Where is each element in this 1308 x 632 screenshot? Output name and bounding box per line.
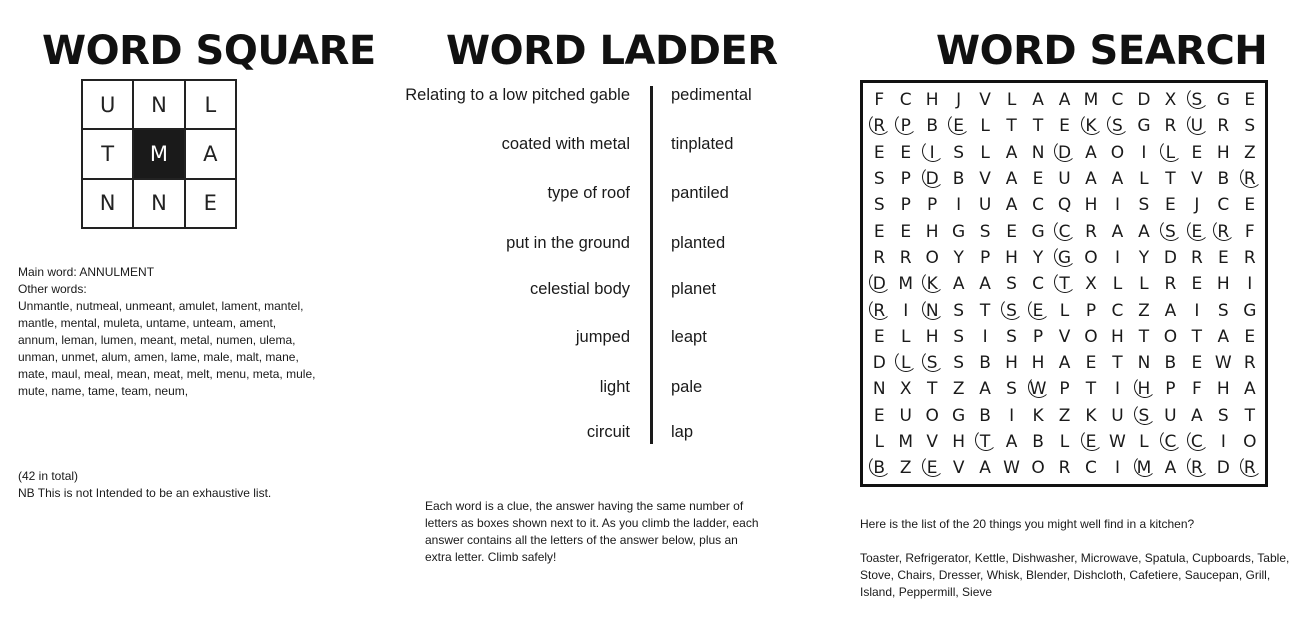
word-search-letter[interactable]: P <box>900 169 911 190</box>
word-search-letter[interactable]: X <box>1085 274 1097 295</box>
word-square-center-cell: M <box>133 129 184 178</box>
word-search-letter[interactable]: H <box>1084 195 1098 216</box>
word-search-letter[interactable]: E <box>1025 301 1051 321</box>
word-search-letter[interactable]: A <box>1085 142 1097 163</box>
word-search-letter[interactable]: E <box>873 326 885 347</box>
word-search-letter[interactable]: A <box>1032 90 1044 111</box>
word-search-letter[interactable]: F <box>874 90 885 111</box>
word-search-letter[interactable]: G <box>952 221 966 242</box>
ladder-instructions: Each word is a clue, the answer having the same number of letters as boxes shown next to it. As you climb the ladder, each answer contains all the letters of the answer below, plus an extra letter. Climb safely! <box>425 499 759 564</box>
word-search-letter[interactable]: L <box>1112 274 1123 295</box>
word-search-letter[interactable]: T <box>1051 274 1077 294</box>
word-search-letter[interactable]: X <box>899 379 912 400</box>
word-search-letter[interactable]: O <box>1110 142 1125 163</box>
word-search-letter[interactable]: J <box>1194 195 1200 216</box>
word-search-letter[interactable]: A <box>979 274 991 295</box>
word-search-letter[interactable]: G <box>1051 248 1077 268</box>
word-search-letter[interactable]: S <box>1217 300 1229 321</box>
word-search-letter[interactable]: E <box>873 142 885 163</box>
word-search-letter[interactable]: A <box>952 274 965 295</box>
word-search-letter[interactable]: P <box>892 116 918 136</box>
word-search-letter[interactable]: C <box>1217 195 1230 216</box>
word-search-row <box>866 376 1263 402</box>
word-search-letter[interactable]: E <box>900 142 912 163</box>
word-search-letter[interactable]: I <box>1220 432 1226 452</box>
word-search-letter[interactable]: L <box>980 142 990 163</box>
word-search-letter[interactable]: S <box>953 353 965 374</box>
word-search-letter[interactable]: S <box>953 326 965 347</box>
word-search-letter[interactable]: H <box>925 90 939 111</box>
word-square-cell: L <box>185 80 236 129</box>
word-search-letter[interactable]: L <box>980 116 990 137</box>
word-search-letter[interactable]: H <box>925 326 939 347</box>
word-search-letter[interactable]: E <box>1165 195 1176 216</box>
word-search-letter[interactable]: H <box>1216 142 1230 163</box>
word-search-letter[interactable]: O <box>1243 432 1257 452</box>
word-search-letter[interactable]: E <box>1078 432 1104 452</box>
word-search-row <box>866 324 1263 350</box>
word-search-letter[interactable]: S <box>1184 90 1210 110</box>
word-search-letter[interactable]: B <box>979 405 991 426</box>
word-search-row <box>866 166 1263 192</box>
word-search-letter[interactable]: I <box>1009 405 1015 426</box>
word-search-letter[interactable]: S <box>1138 195 1150 216</box>
word-search-letter[interactable]: Z <box>1138 300 1150 321</box>
word-search-letter[interactable]: R <box>873 247 886 268</box>
word-search-letter[interactable]: H <box>1031 353 1045 374</box>
word-search-letter[interactable]: O <box>1084 247 1098 268</box>
word-search-letter[interactable]: U <box>1058 169 1071 190</box>
word-search-letter[interactable]: B <box>1217 169 1230 190</box>
word-search-letter[interactable]: J <box>956 90 962 111</box>
word-search-letter[interactable]: P <box>927 195 938 216</box>
word-search-letter[interactable]: N <box>872 379 886 400</box>
word-search-letter[interactable]: Y <box>1138 247 1150 268</box>
word-search-letter[interactable]: S <box>873 195 885 216</box>
word-search-letter[interactable]: I <box>956 195 962 216</box>
word-square-answers <box>18 264 318 400</box>
word-search-row <box>866 192 1263 218</box>
word-search-letter[interactable]: M <box>898 432 914 452</box>
ladder-divider <box>650 86 653 444</box>
word-search-row <box>866 297 1263 323</box>
ladder-answer: pantiled <box>671 184 729 202</box>
word-search-row <box>866 218 1263 244</box>
word-square-cell: N <box>133 80 184 129</box>
ladder-answer: planet <box>671 280 716 298</box>
word-search-letter[interactable]: L <box>900 326 911 347</box>
ladder-clue: coated with metal <box>501 135 630 153</box>
word-search-letter[interactable]: D <box>1216 458 1230 479</box>
other-words-label: Other words: <box>18 282 87 296</box>
word-search-letter[interactable]: V <box>979 90 991 111</box>
word-search-letter[interactable]: H <box>925 221 939 242</box>
word-search-letter[interactable]: A <box>1005 169 1018 190</box>
word-search-letter[interactable]: A <box>979 379 991 400</box>
ladder-answer: planted <box>671 234 726 252</box>
word-search-letter[interactable]: R <box>1164 274 1177 295</box>
word-search-letter[interactable]: V <box>1058 326 1071 347</box>
word-search-letter[interactable]: R <box>1243 247 1256 268</box>
word-search-letter[interactable]: S <box>1244 116 1256 137</box>
word-search-letter[interactable]: C <box>1111 90 1124 111</box>
word-search-letter[interactable]: B <box>979 353 991 374</box>
word-search-letter[interactable]: T <box>1032 116 1044 137</box>
word-search-letter[interactable]: E <box>1085 353 1097 374</box>
word-search-letter[interactable]: E <box>873 405 885 426</box>
word-search-letter[interactable]: M <box>1083 90 1099 111</box>
word-search-letter[interactable]: A <box>1111 169 1124 190</box>
ladder-answer: lap <box>671 423 694 441</box>
word-search-letter[interactable]: C <box>1051 222 1077 242</box>
word-search-letter[interactable]: U <box>1164 405 1177 426</box>
word-search-letter[interactable]: B <box>866 458 892 478</box>
word-search-letter[interactable]: N <box>1137 353 1151 374</box>
word-search-letter[interactable]: I <box>1114 458 1120 479</box>
word-search-letter[interactable]: I <box>1247 274 1253 295</box>
word-square-title: WORD SQUARE <box>42 28 376 74</box>
word-search-letter[interactable]: H <box>1216 379 1230 400</box>
word-search-letter[interactable]: A <box>1085 169 1097 190</box>
ladder-clue: type of roof <box>547 184 630 202</box>
word-search-row <box>866 140 1263 166</box>
word-search-letter[interactable]: W <box>1025 379 1051 399</box>
total-count: (42 in total) <box>18 469 79 483</box>
word-search-letter[interactable]: M <box>1131 458 1157 478</box>
ladder-answer: tinplated <box>671 135 734 153</box>
word-search-letter[interactable]: S <box>1217 405 1229 426</box>
word-search-letter[interactable]: S <box>1006 379 1017 400</box>
word-search-letter[interactable]: D <box>1163 247 1177 268</box>
word-search-letter[interactable]: I <box>982 326 988 347</box>
word-search-letter[interactable]: R <box>866 301 892 321</box>
word-search-letter[interactable]: S <box>1006 326 1017 347</box>
word-search-row <box>866 403 1263 429</box>
word-search-row <box>866 429 1263 455</box>
word-search-letter[interactable]: Z <box>1058 405 1071 426</box>
main-word: Main word: ANNULMENT <box>18 265 155 279</box>
word-search-letter[interactable]: O <box>925 247 939 268</box>
word-search-letter[interactable]: Z <box>952 379 965 400</box>
word-search-letter[interactable]: T <box>926 379 938 400</box>
word-search-letter[interactable]: V <box>1191 169 1203 190</box>
word-search-letter[interactable]: E <box>919 458 945 478</box>
word-search-letter[interactable]: E <box>1006 221 1017 242</box>
word-search-letter[interactable]: G <box>1216 90 1230 111</box>
word-search-letter[interactable]: O <box>1084 326 1098 347</box>
word-search-letter[interactable]: F <box>1191 379 1202 400</box>
word-search-letter[interactable]: R <box>1184 458 1210 478</box>
word-search-letter[interactable]: K <box>1078 116 1104 136</box>
word-search-letter[interactable]: G <box>1137 116 1151 137</box>
word-search-letter[interactable]: A <box>1058 90 1071 111</box>
ladder-answer: pale <box>671 378 703 396</box>
word-search-letter[interactable]: N <box>919 301 945 321</box>
word-search-letter[interactable]: N <box>1031 142 1045 163</box>
word-square-grid <box>81 79 237 229</box>
word-search-row <box>866 113 1263 139</box>
word-search-letter[interactable]: R <box>866 116 892 136</box>
word-search-letter[interactable]: S <box>979 221 991 242</box>
word-search-letter[interactable]: U <box>1111 405 1124 426</box>
ladder-answer: leapt <box>671 328 707 346</box>
word-search-letter[interactable]: S <box>873 169 885 190</box>
word-search-letter[interactable]: E <box>945 116 971 136</box>
word-square-cell: N <box>82 179 133 228</box>
word-search-letter[interactable]: E <box>900 221 912 242</box>
word-search-letter[interactable]: V <box>952 458 965 479</box>
word-search-letter[interactable]: T <box>1112 353 1123 374</box>
word-search-letter[interactable]: M <box>898 274 914 295</box>
word-search-letter[interactable]: A <box>1191 405 1203 426</box>
word-search-letter[interactable]: A <box>1005 195 1018 216</box>
word-search-letter[interactable]: K <box>919 274 945 294</box>
exhaustive-note: NB This is not Intended to be an exhaustive list. <box>18 486 272 500</box>
word-search-letter[interactable]: S <box>1131 406 1157 426</box>
word-search-row <box>866 350 1263 376</box>
word-search-letter[interactable]: H <box>1216 274 1230 295</box>
word-search-row <box>866 455 1263 481</box>
word-search-letter[interactable]: A <box>1164 458 1177 479</box>
word-search-letter[interactable]: C <box>1085 458 1097 479</box>
word-search-letter[interactable]: T <box>1085 379 1097 400</box>
word-search-letter[interactable]: G <box>1031 221 1045 242</box>
word-search-letter[interactable]: X <box>1164 90 1177 111</box>
word-search-letter[interactable]: T <box>979 300 991 321</box>
word-search-letter[interactable]: A <box>1217 326 1230 347</box>
word-search-letter[interactable]: S <box>998 301 1024 321</box>
word-search-letter[interactable]: T <box>972 432 998 452</box>
word-search-letter[interactable]: I <box>1114 195 1120 216</box>
word-search-letter[interactable]: T <box>1165 169 1176 190</box>
word-search-letter[interactable]: C <box>1184 432 1210 452</box>
word-search-letter[interactable]: Z <box>1243 142 1256 163</box>
word-search-title: WORD SEARCH <box>936 28 1268 74</box>
word-search-row <box>866 271 1263 297</box>
word-search-letter[interactable]: R <box>1237 169 1263 189</box>
word-square-cell: A <box>185 129 236 178</box>
word-search-letter[interactable]: H <box>1111 326 1124 347</box>
word-search-letter[interactable]: Q <box>1057 195 1072 216</box>
word-search-letter[interactable]: P <box>979 247 991 268</box>
word-search-letter[interactable]: K <box>1085 405 1097 426</box>
word-search-letter[interactable]: L <box>1139 274 1149 295</box>
word-search-letter[interactable]: E <box>1191 274 1203 295</box>
word-search-letter[interactable]: W <box>1214 353 1232 374</box>
word-search-letter[interactable]: U <box>1184 116 1210 136</box>
word-search-letter[interactable]: C <box>899 90 912 111</box>
word-search-letter[interactable]: E <box>1244 326 1256 347</box>
word-search-letter[interactable]: P <box>1032 326 1044 347</box>
word-search-letter[interactable]: R <box>899 247 912 268</box>
word-search-letter[interactable]: A <box>979 458 991 479</box>
word-search-letter[interactable]: S <box>1104 116 1130 136</box>
word-search-letter[interactable]: H <box>1005 353 1018 374</box>
word-search-letter[interactable]: A <box>1164 300 1177 321</box>
word-search-letter[interactable]: D <box>919 169 945 189</box>
word-search-letter[interactable]: F <box>1244 221 1255 242</box>
ladder-clue: light <box>599 378 630 396</box>
word-search-row <box>866 245 1263 271</box>
word-search-letter[interactable]: I <box>1114 379 1120 400</box>
word-search-letter[interactable]: E <box>1244 90 1256 111</box>
ladder-clue: Relating to a low pitched gable <box>405 86 630 104</box>
word-search-letter[interactable]: E <box>1191 353 1203 374</box>
ladder-clue: jumped <box>575 328 630 346</box>
word-search-letter[interactable]: B <box>952 169 965 190</box>
word-search-letter[interactable]: H <box>1005 247 1018 268</box>
word-search-letter[interactable]: I <box>903 300 909 321</box>
word-search-letter[interactable]: P <box>1085 300 1097 321</box>
word-search-letter[interactable]: L <box>1157 143 1183 163</box>
ladder-clue: celestial body <box>530 280 630 298</box>
word-search-letter[interactable]: U <box>978 195 992 216</box>
word-search-letter[interactable]: L <box>1139 169 1149 190</box>
word-search-letter[interactable]: L <box>1059 432 1070 452</box>
word-search-letter[interactable]: C <box>1032 274 1044 295</box>
word-search-letter[interactable]: Y <box>1032 247 1044 268</box>
word-search-letter[interactable]: E <box>1244 195 1256 216</box>
word-search-letter[interactable]: R <box>1190 247 1203 268</box>
word-search-letter[interactable]: V <box>979 169 991 190</box>
word-search-letter[interactable]: C <box>1111 300 1124 321</box>
word-search-letter[interactable]: L <box>874 432 884 452</box>
word-square-footnote <box>18 468 338 502</box>
word-search-letter[interactable]: W <box>1109 432 1126 452</box>
word-search-letter[interactable]: R <box>1058 458 1071 479</box>
word-search-letter[interactable]: A <box>1005 432 1018 452</box>
word-square-cell: E <box>185 179 236 228</box>
word-search-letter[interactable]: T <box>1191 326 1203 347</box>
word-search-letter[interactable]: S <box>1157 222 1183 242</box>
word-search-letter[interactable]: R <box>1164 116 1177 137</box>
word-square-cell: U <box>82 80 133 129</box>
word-square-cell: N <box>133 179 184 228</box>
ladder-answer: pedimental <box>671 86 752 104</box>
word-search-letter[interactable]: E <box>1184 222 1210 242</box>
word-search-word-list: Toaster, Refrigerator, Kettle, Dishwasher, Microwave, Spatula, Cupboards, Table, Stove, Chairs, Dresser, Whisk, Blender, Dishcloth, Cafetiere, Saucepan, Grill, Island, Peppermill, Sieve <box>860 551 1290 599</box>
word-search-letter[interactable]: E <box>1059 116 1070 137</box>
word-search-letter[interactable]: G <box>1243 300 1257 321</box>
word-search-letter[interactable]: I <box>919 143 945 163</box>
word-search-letter[interactable]: R <box>1237 458 1263 478</box>
word-search-letter[interactable]: R <box>1217 116 1230 137</box>
word-search-letter[interactable]: D <box>866 274 892 294</box>
word-search-letter[interactable]: L <box>892 353 918 373</box>
word-search-letter[interactable]: L <box>1006 90 1017 111</box>
word-search-letter[interactable]: A <box>1005 142 1018 163</box>
word-search-letter[interactable]: Y <box>953 247 964 268</box>
word-search-letter[interactable]: V <box>926 432 938 452</box>
word-search-letter[interactable]: O <box>1031 458 1045 479</box>
word-search-letter[interactable]: O <box>1163 326 1178 347</box>
word-search-letter[interactable]: U <box>899 405 912 426</box>
ladder-clue: circuit <box>586 423 630 441</box>
word-search-letter[interactable]: T <box>1006 116 1017 137</box>
word-search-letter[interactable]: O <box>925 405 939 426</box>
word-search-letter[interactable]: E <box>873 221 885 242</box>
word-search-letter[interactable]: S <box>1006 274 1017 295</box>
word-search-letter[interactable]: B <box>1032 432 1044 452</box>
word-search-letter[interactable]: B <box>926 116 938 137</box>
word-search-letter[interactable]: G <box>952 405 966 426</box>
word-search-letter[interactable]: C <box>1032 195 1044 216</box>
word-search-letter[interactable]: T <box>1138 326 1150 347</box>
word-search-letter[interactable]: D <box>1137 90 1151 111</box>
word-search-letter[interactable]: A <box>1138 221 1150 242</box>
word-search-letter[interactable]: D <box>1051 143 1077 163</box>
word-search-letter[interactable]: P <box>1059 379 1070 400</box>
word-search-letter[interactable]: S <box>953 142 965 163</box>
word-search-intro: Here is the list of the 20 things you might well find in a kitchen? <box>860 517 1195 531</box>
word-search-letter[interactable]: P <box>1165 379 1176 400</box>
word-search-letter[interactable]: W <box>1003 458 1020 479</box>
word-search-grid <box>860 80 1268 487</box>
word-search-row <box>866 87 1263 113</box>
word-search-letter[interactable]: I <box>1141 142 1147 163</box>
ladder-clue: put in the ground <box>506 234 630 252</box>
word-square-cell: T <box>82 129 133 178</box>
other-words-list: Unmantle, nutmeal, unmeant, amulet, lament, mantel, mantle, mental, muleta, untame, unteam, ament, annum, leman, lumen, meant, metal, numen, ulema, unman, unmet, alum, amen, lame, male, malt, mane, mate, maul, meal, mean, meat, melt, menu, meta, mule, mute, name, tame, team, neum, <box>18 299 316 398</box>
word-ladder-title: WORD LADDER <box>446 28 778 74</box>
word-search-letter[interactable]: T <box>1244 405 1255 426</box>
word-search-letter[interactable]: H <box>1131 379 1157 399</box>
word-search-letter[interactable]: E <box>1217 247 1229 268</box>
word-search-letter[interactable]: L <box>1059 300 1070 321</box>
word-search-letter[interactable]: R <box>1085 221 1097 242</box>
word-search-letter[interactable]: S <box>919 353 945 373</box>
word-search-letter[interactable]: A <box>1243 379 1256 400</box>
word-search-letter[interactable]: I <box>1114 247 1120 268</box>
word-search-letter[interactable]: A <box>1058 353 1071 374</box>
word-search-letter[interactable]: D <box>872 353 886 374</box>
word-search-letter[interactable]: C <box>1157 432 1183 452</box>
word-search-letter[interactable]: S <box>953 300 965 321</box>
word-search-letter[interactable]: A <box>1111 221 1124 242</box>
word-search-letter[interactable]: L <box>1139 432 1149 452</box>
word-search-letter[interactable]: B <box>1164 353 1177 374</box>
word-search-letter[interactable]: Z <box>899 458 912 479</box>
word-search-letter[interactable]: E <box>1032 169 1044 190</box>
word-search-letter[interactable]: K <box>1032 405 1044 426</box>
word-search-letter[interactable]: R <box>1210 222 1236 242</box>
word-search-letter[interactable]: I <box>1194 300 1200 321</box>
word-search-letter[interactable]: H <box>952 432 966 452</box>
word-search-letter[interactable]: E <box>1191 142 1203 163</box>
word-search-letter[interactable]: P <box>900 195 911 216</box>
word-search-letter[interactable]: R <box>1243 353 1256 374</box>
